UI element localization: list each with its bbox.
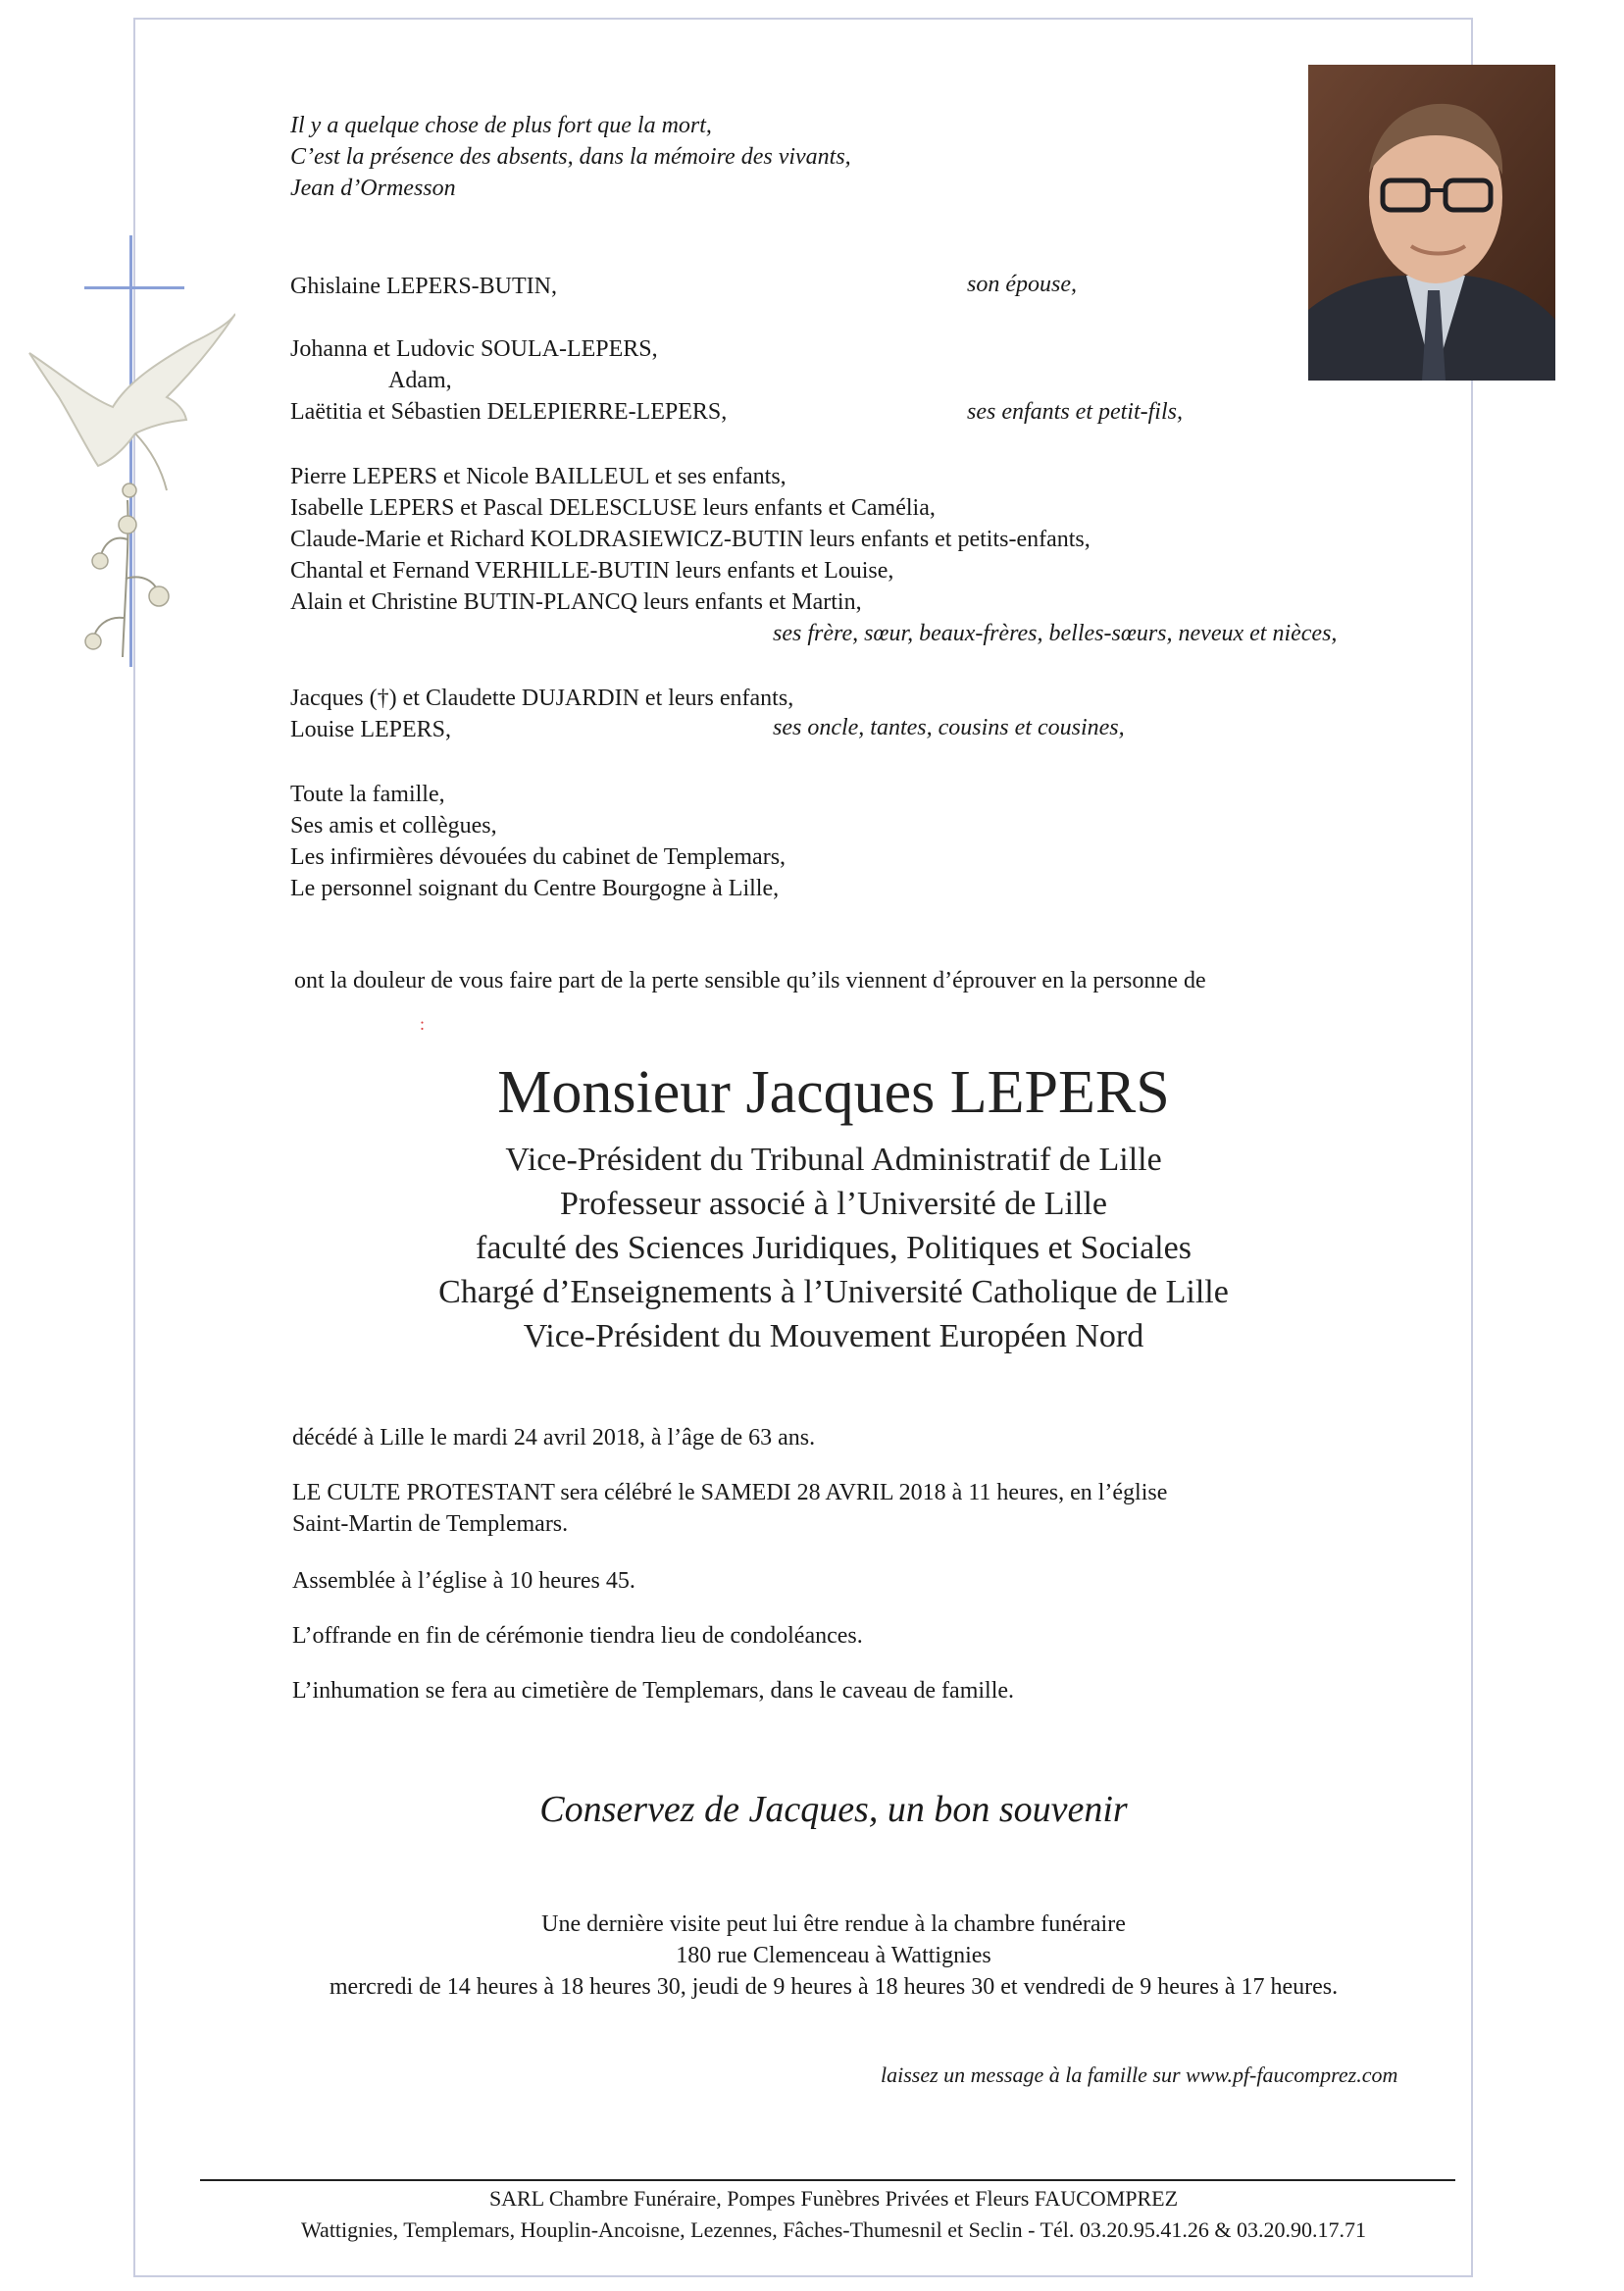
footer-line-1: SARL Chambre Funéraire, Pompes Funèbres Privées et Fleurs FAUCOMPREZ: [488, 2186, 1179, 2211]
assembly-details: Assemblée à l’église à 10 heures 45.: [292, 1568, 635, 1594]
portrait-photo: [1308, 65, 1555, 381]
footer-divider: [200, 2179, 1455, 2181]
title-line-4: Chargé d’Enseignements à l’Université Catholique de Lille: [438, 1274, 1229, 1310]
quote-line-1: Il y a quelque chose de plus fort que la mort,: [290, 113, 712, 138]
quote-author: Jean d’Ormesson: [290, 176, 456, 201]
dove-icon: [20, 304, 235, 667]
visit-line-1: Une dernière visite peut lui être rendue à la chambre funéraire: [541, 1911, 1126, 1937]
siblings-line-5: Alain et Christine BUTIN-PLANCQ leurs enfants et Martin,: [290, 589, 862, 615]
footer: [0, 2183, 1624, 2246]
visit-line-3: mercredi de 14 heures à 18 heures 30, jeudi de 9 heures à 18 heures 30 et vendredi de 9 heures à 17 heures.: [329, 1974, 1339, 2000]
footer-line-2: Wattignies, Templemars, Houplin-Ancoisne, Lezennes, Fâches-Thumesnil et Seclin - Tél. 03.20.95.41.26 & 03.20.90.17.71: [301, 2217, 1366, 2242]
children-line-2: Adam,: [388, 368, 452, 393]
deceased-titles: [0, 1138, 1624, 1358]
siblings-line-2: Isabelle LEPERS et Pascal DELESCLUSE leurs enfants et Camélia,: [290, 495, 936, 521]
title-line-3: faculté des Sciences Juridiques, Politiques et Sociales: [476, 1230, 1192, 1266]
quote-line-2: C’est la présence des absents, dans la mémoire des vivants,: [290, 144, 851, 170]
deceased-name: Monsieur Jacques LEPERS: [497, 1059, 1170, 1126]
visit-line-2: 180 rue Clemenceau à Wattignies: [676, 1943, 991, 1968]
siblings-role: ses frère, sœur, beaux-frères, belles-sœurs, neveux et nièces,: [773, 621, 1338, 646]
title-line-2: Professeur associé à l’Université de Lille: [560, 1186, 1107, 1222]
others-line-2: Ses amis et collègues,: [290, 813, 497, 839]
others-line-4: Le personnel soignant du Centre Bourgogne à Lille,: [290, 876, 780, 901]
spouse-role: son épouse,: [967, 272, 1077, 297]
souvenir-text: Conservez de Jacques, un bon souvenir: [539, 1789, 1128, 1830]
siblings-line-1: Pierre LEPERS et Nicole BAILLEUL et ses enfants,: [290, 464, 787, 489]
uncles-role: ses oncle, tantes, cousins et cousines,: [773, 715, 1125, 740]
title-line-5: Vice-Président du Mouvement Européen Nord: [523, 1318, 1144, 1354]
uncles-line-2: Louise LEPERS,: [290, 717, 452, 742]
siblings-line-4: Chantal et Fernand VERHILLE-BUTIN leurs enfants et Louise,: [290, 558, 894, 584]
cross-icon-bar: [84, 286, 184, 289]
visit-info: [0, 1909, 1624, 2003]
others-line-3: Les infirmières dévouées du cabinet de Templemars,: [290, 844, 787, 870]
announcement-text: ont la douleur de vous faire part de la perte sensible qu’ils viennent d’éprouver en la personne de: [294, 968, 1206, 993]
children-line-1: Johanna et Ludovic SOULA-LEPERS,: [290, 336, 658, 362]
message-link[interactable]: laissez un message à la famille sur www.pf-faucomprez.com: [881, 2062, 1398, 2087]
death-details: décédé à Lille le mardi 24 avril 2018, à l’âge de 63 ans.: [292, 1425, 816, 1451]
stray-mark: :: [420, 1014, 426, 1034]
siblings-line-3: Claude-Marie et Richard KOLDRASIEWICZ-BUTIN leurs enfants et petits-enfants,: [290, 527, 1091, 552]
children-role: ses enfants et petit-fils,: [967, 399, 1183, 425]
spouse-name: Ghislaine LEPERS-BUTIN,: [290, 274, 557, 299]
title-line-1: Vice-Président du Tribunal Administratif de Lille: [505, 1142, 1162, 1178]
service-line-2: Saint-Martin de Templemars.: [292, 1511, 569, 1537]
uncles-line-1: Jacques (†) et Claudette DUJARDIN et leurs enfants,: [290, 686, 794, 711]
service-line-1: LE CULTE PROTESTANT sera célébré le SAMEDI 28 AVRIL 2018 à 11 heures, en l’église: [292, 1480, 1168, 1505]
children-line-3: Laëtitia et Sébastien DELEPIERRE-LEPERS,: [290, 399, 728, 425]
others-line-1: Toute la famille,: [290, 782, 445, 807]
burial-details: L’inhumation se fera au cimetière de Templemars, dans le caveau de famille.: [292, 1678, 1015, 1704]
offering-details: L’offrande en fin de cérémonie tiendra lieu de condoléances.: [292, 1623, 863, 1649]
